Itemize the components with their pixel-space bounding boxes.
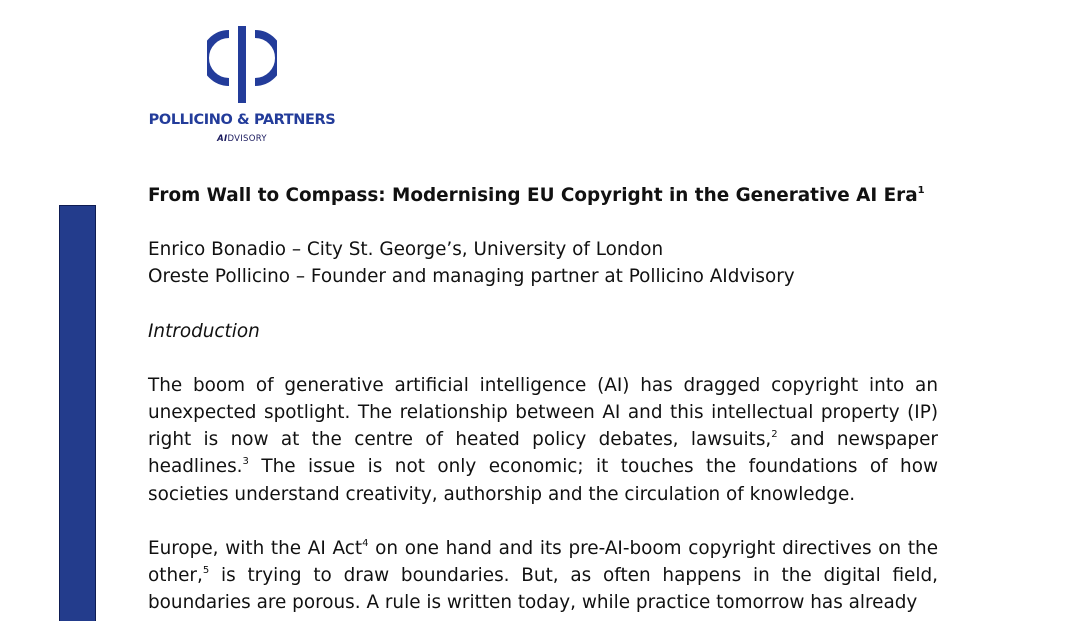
- logo-tagline: AIDVISORY: [217, 134, 267, 144]
- footnote-ref[interactable]: 2: [771, 429, 778, 441]
- paragraph-1: The boom of generative artificial intelligence (AI) has dragged copyright into an unexpected spotlight. The relationship between AI and this intellectual property (IP) right is now at the centre of heated policy debates, lawsuits,$^2$ and newspaper headlines.$^3$ The issue is not only economic; it touches the foundations of how societies understand creativity, authorship and the circulation of knowledge.: [148, 374, 938, 505]
- document-title: From Wall to Compass: Modernising EU Copyright in the Generative AI Era$^1$: [148, 185, 925, 206]
- footnote-ref[interactable]: 5: [202, 565, 210, 577]
- document-body: [148, 182, 938, 616]
- author-list: [148, 236, 938, 290]
- side-accent-bar: [59, 205, 96, 621]
- paragraph-2: Europe, with the AI Act$^4$ on one hand and its pre-AI-boom copyright directives on the other,$^5$ is trying to draw boundaries. But, as often happens in the digital field, boundaries are porous. A rule is written today, while practice tomorrow has already: [148, 537, 939, 614]
- footnote-ref[interactable]: 1: [917, 185, 925, 196]
- logo-name: POLLICINO & PARTNERS: [148, 112, 336, 128]
- author-line: Oreste Pollicino – Founder and managing partner at Pollicino AIdvisory: [148, 266, 795, 288]
- footnote-ref[interactable]: 3: [242, 456, 249, 468]
- logo-mark-icon: [207, 26, 277, 106]
- section-heading: Introduction: [148, 320, 260, 342]
- author-line: Enrico Bonadio – City St. George’s, University of London: [148, 239, 664, 261]
- company-logo: [142, 26, 342, 148]
- footnote-ref[interactable]: 4: [362, 537, 369, 549]
